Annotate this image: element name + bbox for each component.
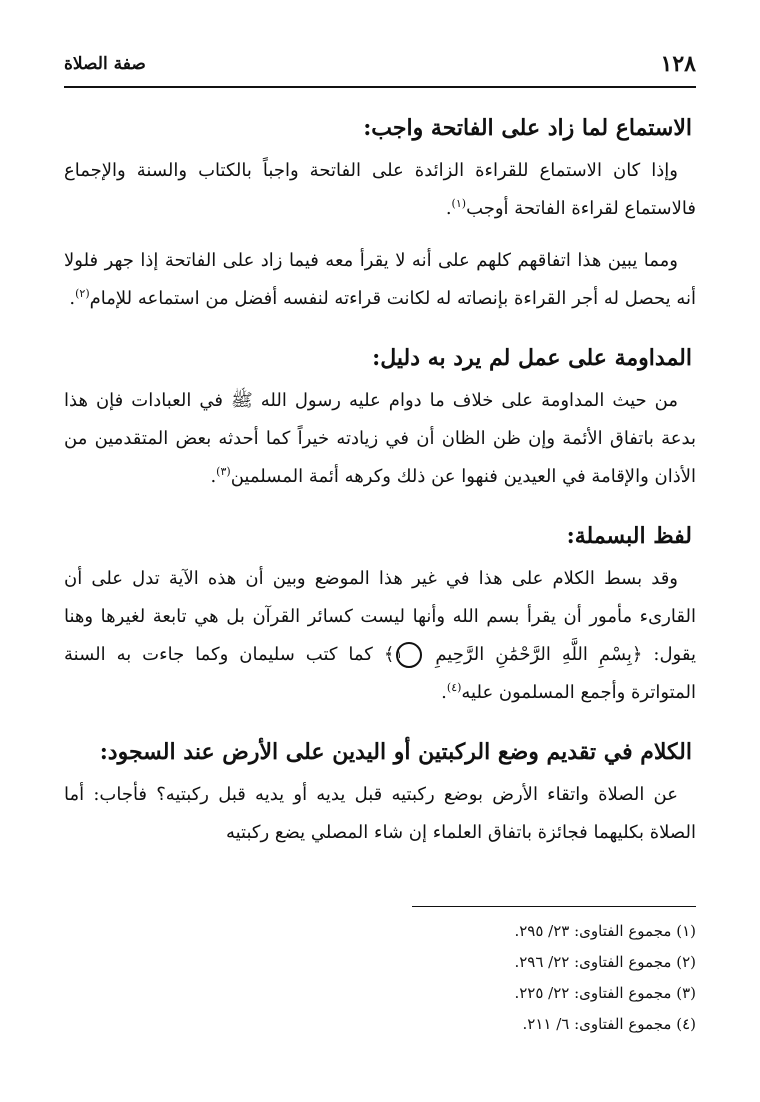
- footnote-item: (١) مجموع الفتاوى: ٢٣/ ٢٩٥.: [514, 922, 696, 940]
- header-divider: [64, 86, 696, 88]
- basmala-text: ﴿بِسْمِ اللَّهِ الرَّحْمَٰنِ الرَّحِيمِ: [435, 644, 643, 665]
- paragraph: [64, 382, 696, 496]
- footnote-ref: (٣): [216, 465, 231, 478]
- section-heading: الكلام في تقديم وضع الركبتين أو اليدين على الأرض عند السجود:: [99, 739, 692, 765]
- footnote-ref: (٤): [446, 681, 462, 694]
- paragraph: [64, 776, 696, 852]
- paragraph: [64, 560, 696, 712]
- paragraph-end: .: [210, 466, 217, 487]
- running-title: صفة الصلاة: [64, 54, 146, 74]
- paragraph: [64, 242, 696, 318]
- footnote-ref: (١): [451, 197, 467, 210]
- paragraph: [64, 152, 696, 228]
- footnote-divider: [412, 906, 696, 907]
- page-header: [64, 44, 696, 84]
- basmala-close: ﴾: [383, 644, 395, 665]
- footnote-item: (٤) مجموع الفتاوى: ٦/ ٢١١.: [522, 1015, 696, 1033]
- footnote-item: (٣) مجموع الفتاوى: ٢٢/ ٢٢٥.: [514, 984, 696, 1002]
- paragraph-end: .: [441, 682, 447, 703]
- paragraph-text: وقد بسط الكلام على هذا في غير هذا الموضع وبين أن هذه الآية تدل على أن القارىء مأمور أن يقرأ بسم الله وأنها ليست كسائر القرآن بل هي تابعة لغيرها وهنا يقول:: [64, 568, 696, 665]
- basmala-quote: [384, 644, 643, 665]
- section-heading: المداومة على عمل لم يرد به دليل:: [372, 345, 692, 371]
- paragraph-text-continued: كما كتب سليمان وكما جاءت به السنة المتواترة وأجمع المسلمون عليه: [64, 644, 696, 703]
- section-heading: الاستماع لما زاد على الفاتحة واجب:: [363, 115, 692, 141]
- paragraph-text: وإذا كان الاستماع للقراءة الزائدة على الفاتحة واجباً بالكتاب والسنة والإجماع فالاستماع لقراءة الفاتحة أوجب: [64, 160, 696, 219]
- ayah-number-icon: ١: [396, 642, 422, 668]
- footnote-ref: (٢): [75, 287, 90, 300]
- section-heading: لفظ البسملة:: [566, 523, 692, 549]
- paragraph-end: .: [445, 198, 452, 219]
- footnotes: [396, 916, 696, 1040]
- main-text: [64, 110, 696, 852]
- paragraph-text: من حيث المداومة على خلاف ما دوام عليه رسول الله ﷺ في العبادات فإن هذا بدعة باتفاق الأئمة وإن ظن الظان أن في زيادته خيراً كما أحدثه بعض المتقدمين من الأذان والإقامة في العيدين فنهوا عن ذلك وكرهه أئمة المسلمين: [64, 390, 696, 487]
- paragraph-text: ومما يبين هذا اتفاقهم كلهم على أنه لا يقرأ معه فيما زاد على الفاتحة إذا جهر فلولا أنه يحصل له أجر القراءة بإنصاته له لكانت قراءته لنفسه أفضل من استماعه للإمام: [64, 250, 696, 309]
- paragraph-text: عن الصلاة واتقاء الأرض بوضع ركبتيه قبل يديه أو يديه قبل ركبتيه؟ فأجاب: أما الصلاة بكليهما فجائزة باتفاق العلماء إن شاء المصلي يضع ركبتيه: [64, 784, 696, 843]
- paragraph-end: .: [69, 288, 76, 309]
- page-number: ١٢٨: [660, 51, 696, 77]
- footnote-item: (٢) مجموع الفتاوى: ٢٢/ ٢٩٦.: [514, 953, 696, 971]
